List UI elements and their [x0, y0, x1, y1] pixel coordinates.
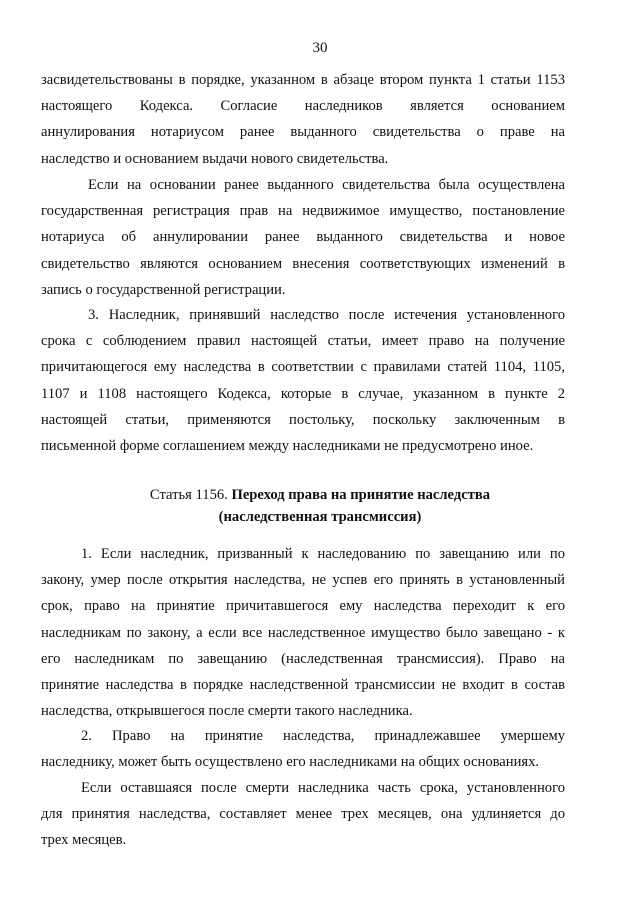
text-line: свидетельство являются основанием внесения соответствующих изменений в	[41, 255, 565, 272]
text-line: настоящей статьи, применяются постольку, поскольку заключенным в	[41, 411, 565, 428]
text-line: Если оставшаяся после смерти наследника часть срока, установленного	[81, 780, 565, 796]
article-heading-line	[0, 484, 640, 506]
text-line: закону, умер после открытия наследства, не успев его принять в установленный	[41, 572, 565, 589]
paragraph-registration	[41, 172, 565, 303]
text-line: государственная регистрация прав на недвижимое имущество, постановление	[41, 203, 565, 220]
text-line: 1107 и 1108 настоящего Кодекса, которые в случае, указанном в пункте 2	[41, 385, 565, 402]
article-number: Статья 1156.	[149, 487, 228, 503]
text-line: его наследникам по завещанию (наследственная трансмиссия). Право на	[41, 650, 565, 667]
text-line: трех месяцев.	[41, 832, 127, 849]
text-line: наследства, открывшегося после смерти такого наследника.	[41, 703, 413, 720]
text-line: для принятия наследства, составляет менее трех месяцев, она удлиняется до	[41, 806, 565, 823]
text-line: нотариуса об аннулировании ранее выданного свидетельства и новое	[41, 229, 565, 246]
text-line: причитающегося ему наследства в соответствии с правилами статей 1104, 1105,	[41, 359, 565, 376]
text-line: запись о государственной регистрации.	[41, 281, 286, 298]
text-line: наследнику, может быть осуществлено его наследниками на общих основаниях.	[41, 754, 540, 771]
paragraph-item-2	[41, 723, 565, 775]
paragraph-term-extension	[41, 775, 565, 854]
article-title: Переход права на принятие наследства	[231, 487, 491, 503]
text-line: аннулирования нотариусом ранее выданного свидетельства о праве на	[41, 124, 565, 141]
text-line: письменной форме соглашением между наследниками не предусмотрено иное.	[41, 437, 534, 454]
text-line: наследникам по закону, а если все наследственное имущество было завещано - к	[41, 624, 565, 641]
text-line: 2. Право на принятие наследства, принадлежавшее умершему	[81, 728, 565, 744]
article-heading	[0, 484, 640, 528]
text-line: 1. Если наследник, призванный к наследованию по завещанию или по	[81, 546, 565, 562]
text-line: наследство и основанием выдачи нового свидетельства.	[41, 150, 389, 167]
paragraph-item-3	[41, 302, 565, 459]
text-line: принятие наследства в порядке наследственной трансмиссии не входит в состав	[41, 676, 565, 693]
paragraph-continuation	[41, 67, 565, 172]
text-line: срока с соблюдением правил настоящей статьи, имеет право на получение	[41, 333, 565, 350]
text-line: срок, право на принятие причитавшегося ему наследства переходит к его	[41, 598, 565, 615]
article-title-line-2: (наследственная трансмиссия)	[218, 509, 422, 525]
text-line: 3. Наследник, принявший наследство после истечения установленного	[88, 307, 565, 323]
text-line: Если на основании ранее выданного свидетельства была осуществлена	[88, 177, 565, 193]
text-line: засвидетельствованы в порядке, указанном в абзаце втором пункта 1 статьи 1153	[41, 72, 565, 88]
text-line: настоящего Кодекса. Согласие наследников является основанием	[41, 98, 565, 115]
paragraph-item-1	[41, 541, 565, 724]
page-number: 30	[312, 40, 328, 56]
